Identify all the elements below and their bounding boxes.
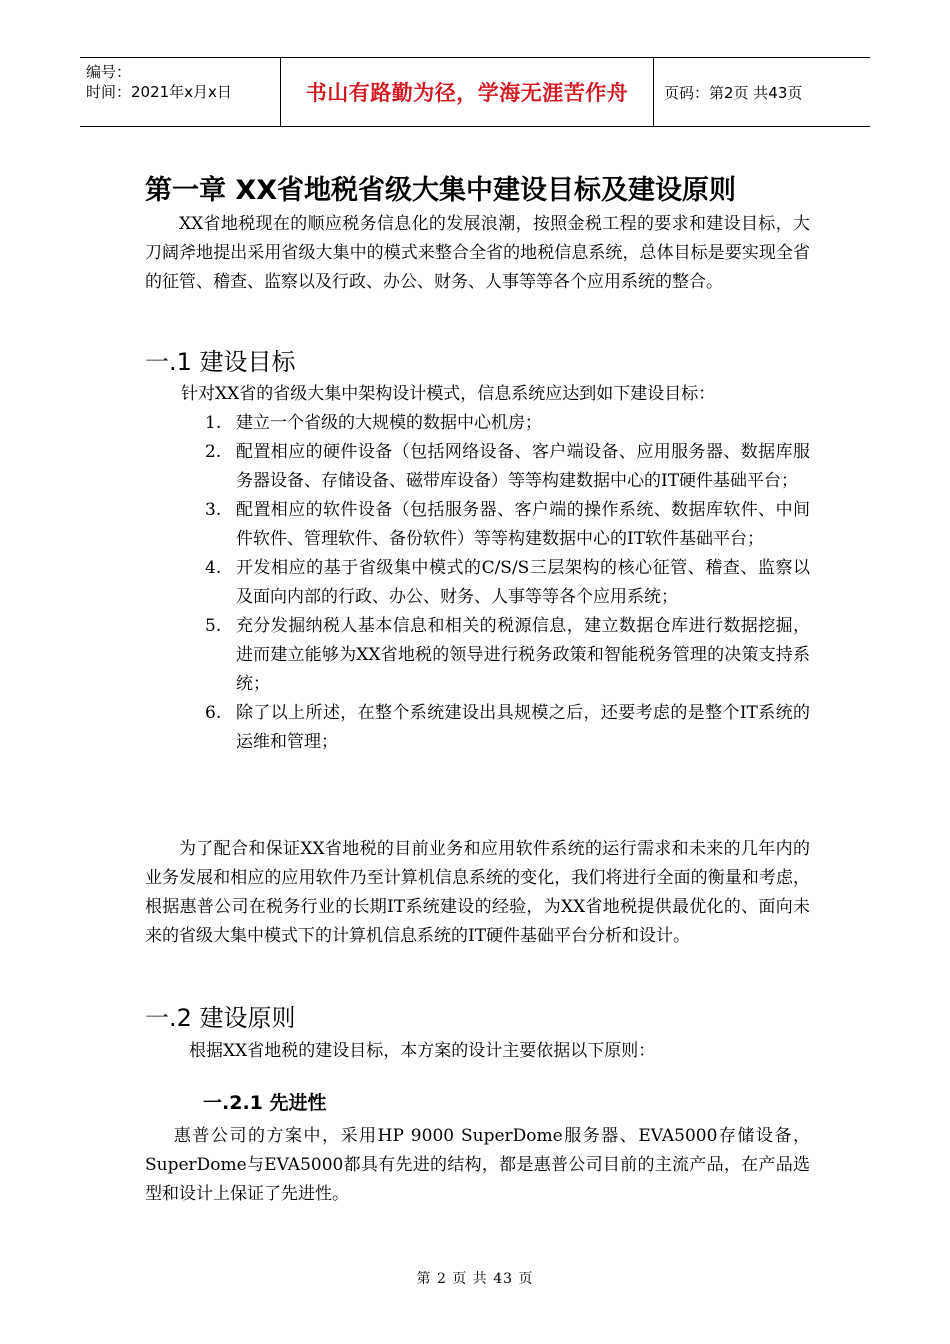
doc-date: 时间：2021年x月x日 xyxy=(86,83,232,101)
intro-paragraph: XX省地税现在的顺应税务信息化的发展浪潮，按照金税工程的要求和建设目标，大刀阔斧地提出采用省级大集中的模式来整合全省的地税信息系统，总体目标是要实现全省的征管、稽查、监察以及行政、办公、财务、人事等等各个应用系统的整合。 xyxy=(145,214,810,292)
page-footer: 第 2 页 共 43 页 xyxy=(416,1271,534,1287)
list-item: 4. 开发相应的基于省级集中模式的C/S/S三层架构的核心征管、稽查、监察以及面向内部的行政、办公、财务、人事等等各个应用系统； xyxy=(205,558,810,607)
list-item: 3. 配置相应的软件设备（包括服务器、客户端的操作系统、数据库软件、中间件软件、管理软件、备份软件）等等构建数据中心的IT软件基础平台； xyxy=(205,500,810,549)
subsection-heading-advanced: 一.2.1 先进性 xyxy=(203,1092,327,1114)
header-motto: 书山有路勤为径，学海无涯苦作舟 xyxy=(280,58,654,126)
goals-closing-paragraph: 为了配合和保证XX省地税的目前业务和应用软件系统的运行需求和未来的几年内的业务发展和相应的应用软件乃至计算机信息系统的变化，我们将进行全面的衡量和考虑，根据惠普公司在税务行业的长期IT系统建设的经验，为XX省地税提供最优化的、面向未来的省级大集中模式下的计算机信息系统的IT硬件基础平台分析和设计。 xyxy=(145,839,810,946)
doc-number-label: 编号： xyxy=(86,63,132,81)
section-heading-principles: 一.2 建设原则 xyxy=(145,1004,296,1032)
chapter-title: 第一章 XX省地税省级大集中建设目标及建设原则 xyxy=(145,175,737,206)
list-item: 2. 配置相应的硬件设备（包括网络设备、客户端设备、应用服务器、数据库服务器设备、存储设备、磁带库设备）等等构建数据中心的IT硬件基础平台； xyxy=(205,442,810,491)
page-header xyxy=(80,57,870,127)
advanced-paragraph: 惠普公司的方案中，采用HP 9000 SuperDome服务器、EVA5000存储设备，SuperDome与EVA5000都具有先进的结构，都是惠普公司目前的主流产品，在产品选型和设计上保证了先进性。 xyxy=(145,1126,810,1204)
header-meta xyxy=(80,58,280,126)
goals-list xyxy=(205,409,810,757)
principles-lead: 根据XX省地税的建设目标，本方案的设计主要依据以下原则： xyxy=(189,1041,656,1061)
list-item: 1. 建立一个省级的大规模的数据中心机房； xyxy=(205,413,542,433)
goals-lead: 针对XX省的省级大集中架构设计模式，信息系统应达到如下建设目标： xyxy=(181,384,716,404)
section-heading-goals: 一.1 建设目标 xyxy=(145,348,296,376)
list-item: 5. 充分发掘纳税人基本信息和相关的税源信息，建立数据仓库进行数据挖掘，进而建立能够为XX省地税的领导进行税务政策和智能税务管理的决策支持系统； xyxy=(205,616,810,694)
list-item: 6. 除了以上所述，在整个系统建设出具规模之后，还要考虑的是整个IT系统的运维和管理； xyxy=(205,703,810,752)
header-page-info: 页码：第2页 共43页 xyxy=(664,83,803,102)
